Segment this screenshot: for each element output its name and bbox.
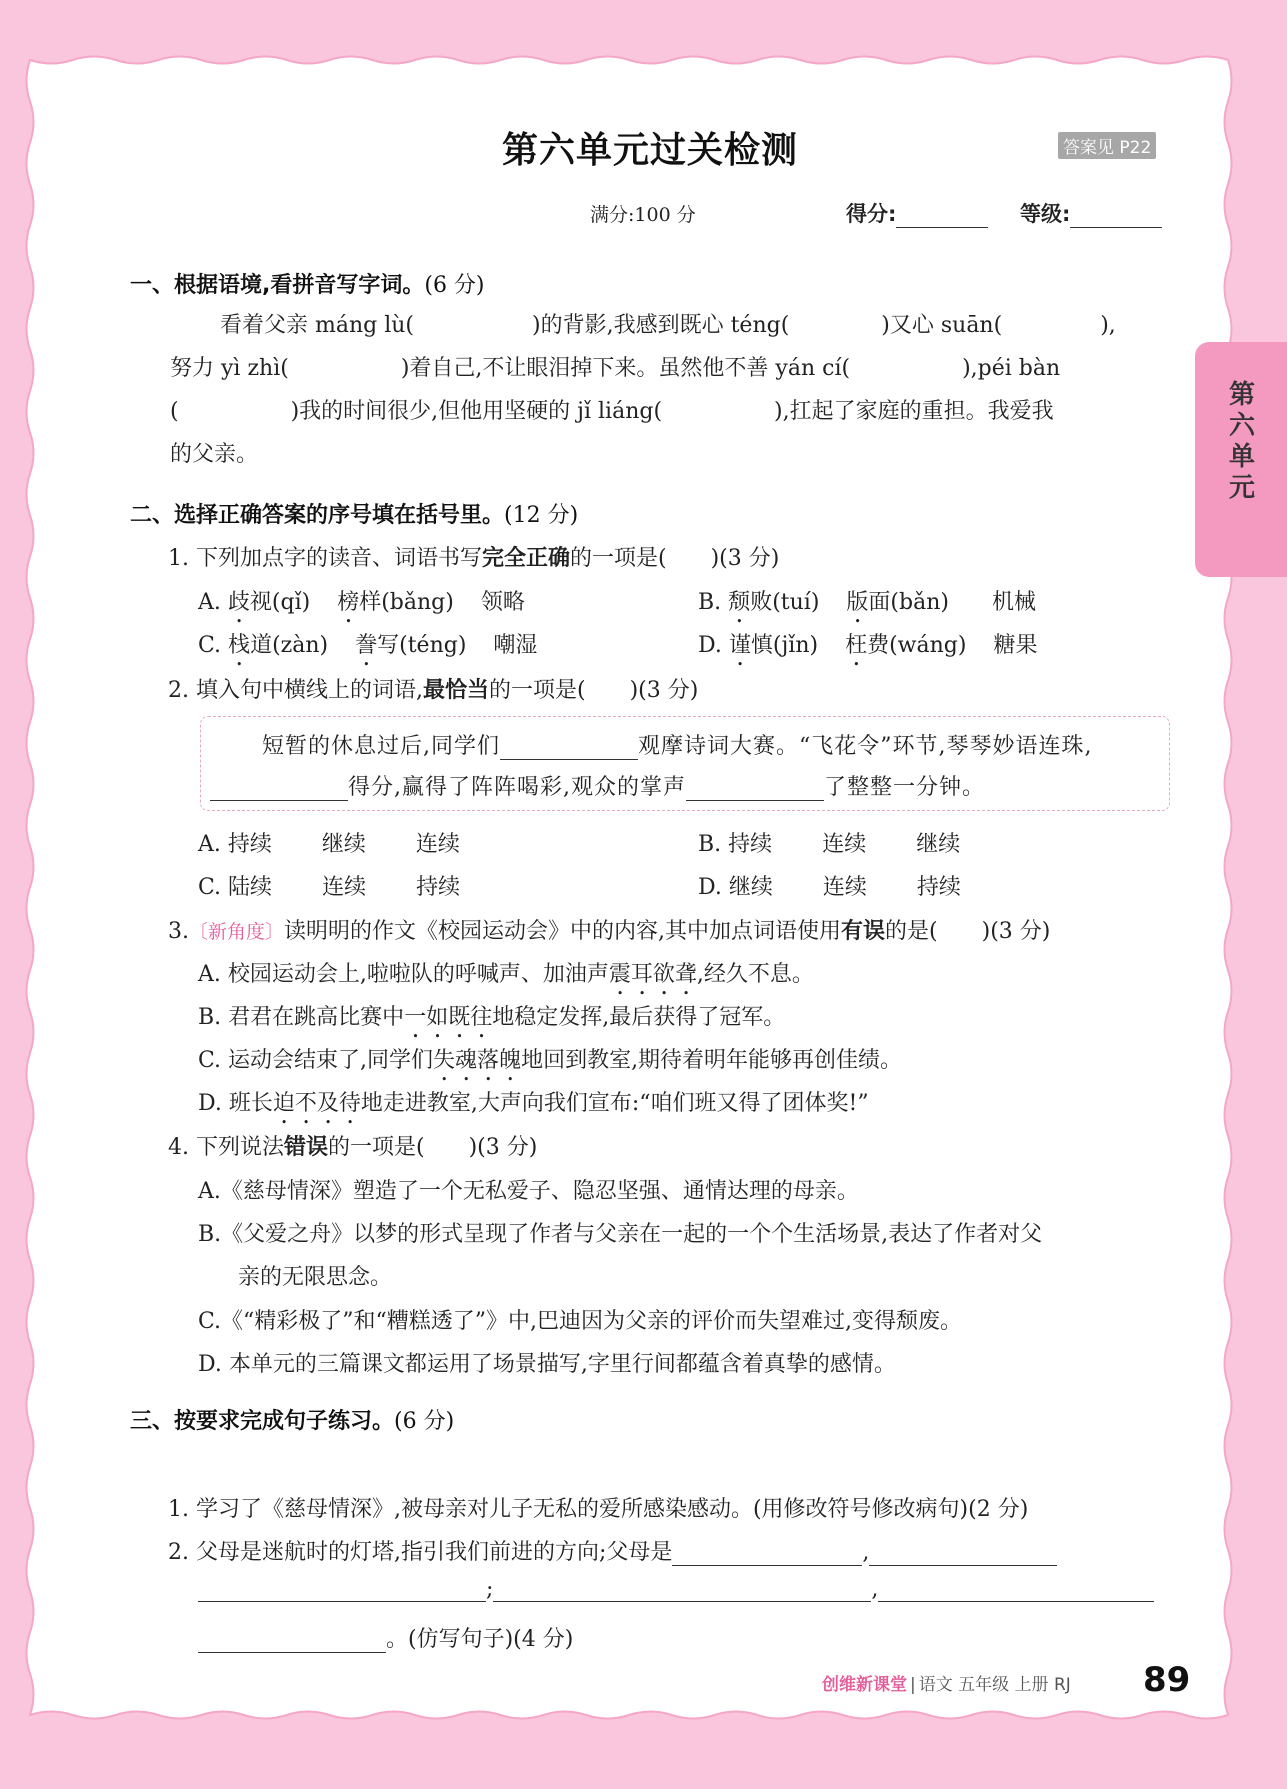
q2-option-d[interactable]: D. 继续 连续 持续 [698,875,961,900]
q2-passage-line-1: 短暂的休息过后,同学们 观摩诗词大赛。“飞花令”环节,琴琴妙语连珠, [262,734,1093,759]
s3-q2-blank-4[interactable] [493,1577,871,1602]
grade-blank[interactable] [1070,207,1162,228]
q1-option-b[interactable]: B. 颓败(tuí) 版面(bǎn) 机械 [698,590,1036,615]
q1-option-d[interactable]: D. 谨慎(jǐn) 枉费(wáng) 糖果 [698,633,1038,658]
s3-q2-blank-2[interactable] [869,1541,1057,1566]
q4-option-c[interactable]: C.《“精彩极了”和“糟糕透了”》中,巴迪因为父亲的评价而失望难过,变得颓废。 [198,1309,963,1334]
q2-blank-2[interactable] [210,776,348,801]
q1-option-a[interactable]: A. 歧视(qǐ) 榜样(bǎng) 领略 [198,590,525,615]
q2-passage-line-2: 得分,赢得了阵阵喝彩,观众的掌声 了整整一分钟。 [210,770,985,801]
page-title: 第六单元过关检测 [501,130,798,171]
page-number: 89 [1143,1660,1191,1700]
score-blank[interactable] [896,207,988,228]
q2-stem: 2. 填入句中横线上的词语,最恰当的一项是( )(3 分) [168,678,699,703]
s3-q2-blank-1[interactable] [672,1541,862,1566]
grade-label: 等级: [1020,202,1071,226]
s3-q2-blank-6[interactable] [198,1628,386,1653]
full-score-text: 满分:100 分 [590,204,696,226]
q2-option-b[interactable]: B. 持续 连续 继续 [698,832,961,857]
s3-q2-blank-3[interactable] [198,1577,486,1602]
section-3-heading: 三、按要求完成句子练习。(6 分) [130,1409,455,1434]
s3-q2-line-3: 。(仿写句子)(4 分) [198,1622,573,1653]
s3-q2-line-2: ; , [198,1577,1154,1602]
score-label: 得分: [846,202,897,226]
q4-option-b-cont: 亲的无限思念。 [238,1265,393,1290]
s1-line-2: 努力 yì zhì( )着自己,不让眼泪掉下来。虽然他不善 yán cí( ),péi bàn [170,356,1061,381]
q2-blank-1[interactable] [500,735,638,760]
q3-stem: 3.〔新角度〕读明明的作文《校园运动会》中的内容,其中加点词语使用有误的是( )(3 分) [168,919,1051,944]
q4-stem: 4. 下列说法错误的一项是( )(3 分) [168,1135,538,1160]
q4-option-d[interactable]: D. 本单元的三篇课文都运用了场景描写,字里行间都蕴含着真挚的感情。 [198,1352,896,1377]
q2-option-a[interactable]: A. 持续 继续 连续 [198,832,460,857]
q1-stem: 1. 下列加点字的读音、词语书写完全正确的一项是( )(3 分) [168,546,780,571]
section-2-heading: 二、选择正确答案的序号填在括号里。(12 分) [130,503,579,528]
q4-option-b[interactable]: B.《父爱之舟》以梦的形式呈现了作者与父亲在一起的一个个生活场景,表达了作者对父 [198,1222,1043,1247]
s3-q2-line-1: 2. 父母是迷航时的灯塔,指引我们前进的方向;父母是 , [168,1535,1057,1566]
q2-option-c[interactable]: C. 陆续 连续 持续 [198,875,461,900]
s3-q1: 1. 学习了《慈母情深》,被母亲对儿子无私的爱所感染感动。(用修改符号修改病句)(2 分) [168,1497,1029,1522]
q4-option-a[interactable]: A.《慈母情深》塑造了一个无私爱子、隐忍坚强、通情达理的母亲。 [198,1179,859,1204]
q3-option-a[interactable]: A. 校园运动会上,啦啦队的呼喊声、加油声震耳欲聋,经久不息。 [198,962,814,987]
q2-blank-3[interactable] [686,776,824,801]
s1-line-4: 的父亲。 [170,442,259,467]
footer-brand: 创维新课堂 [822,1675,907,1695]
score-field[interactable] [846,198,988,228]
q3-option-d[interactable]: D. 班长迫不及待地走进教室,大声向我们宣布:“咱们班又得了团体奖!” [198,1091,869,1116]
s3-q2-blank-5[interactable] [878,1577,1154,1602]
answer-reference-badge: 答案见 P22 [1058,132,1156,159]
s1-line-1: 看着父亲 máng lù( )的背影,我感到既心 téng( )又心 suān( ), [220,313,1116,338]
footer-info: 创维新课堂 | 语文 五年级 上册 RJ [822,1675,1071,1695]
section-1-heading: 一、根据语境,看拼音写字词。(6 分) [130,273,485,298]
new-angle-tag: 〔新角度〕 [189,921,285,943]
q3-option-b[interactable]: B. 君君在跳高比赛中一如既往地稳定发挥,最后获得了冠军。 [198,1005,786,1030]
s1-line-3: ( )我的时间很少,但他用坚硬的 jǐ liáng( ),扛起了家庭的重担。我爱我 [170,399,1054,424]
grade-field[interactable] [1020,198,1162,228]
q1-option-c[interactable]: C. 栈道(zàn) 誊写(téng) 嘲湿 [198,633,538,658]
unit-side-tab-label: 第六单元 [1228,380,1255,503]
q3-option-c[interactable]: C. 运动会结束了,同学们失魂落魄地回到教室,期待着明年能够再创佳绩。 [198,1048,903,1073]
